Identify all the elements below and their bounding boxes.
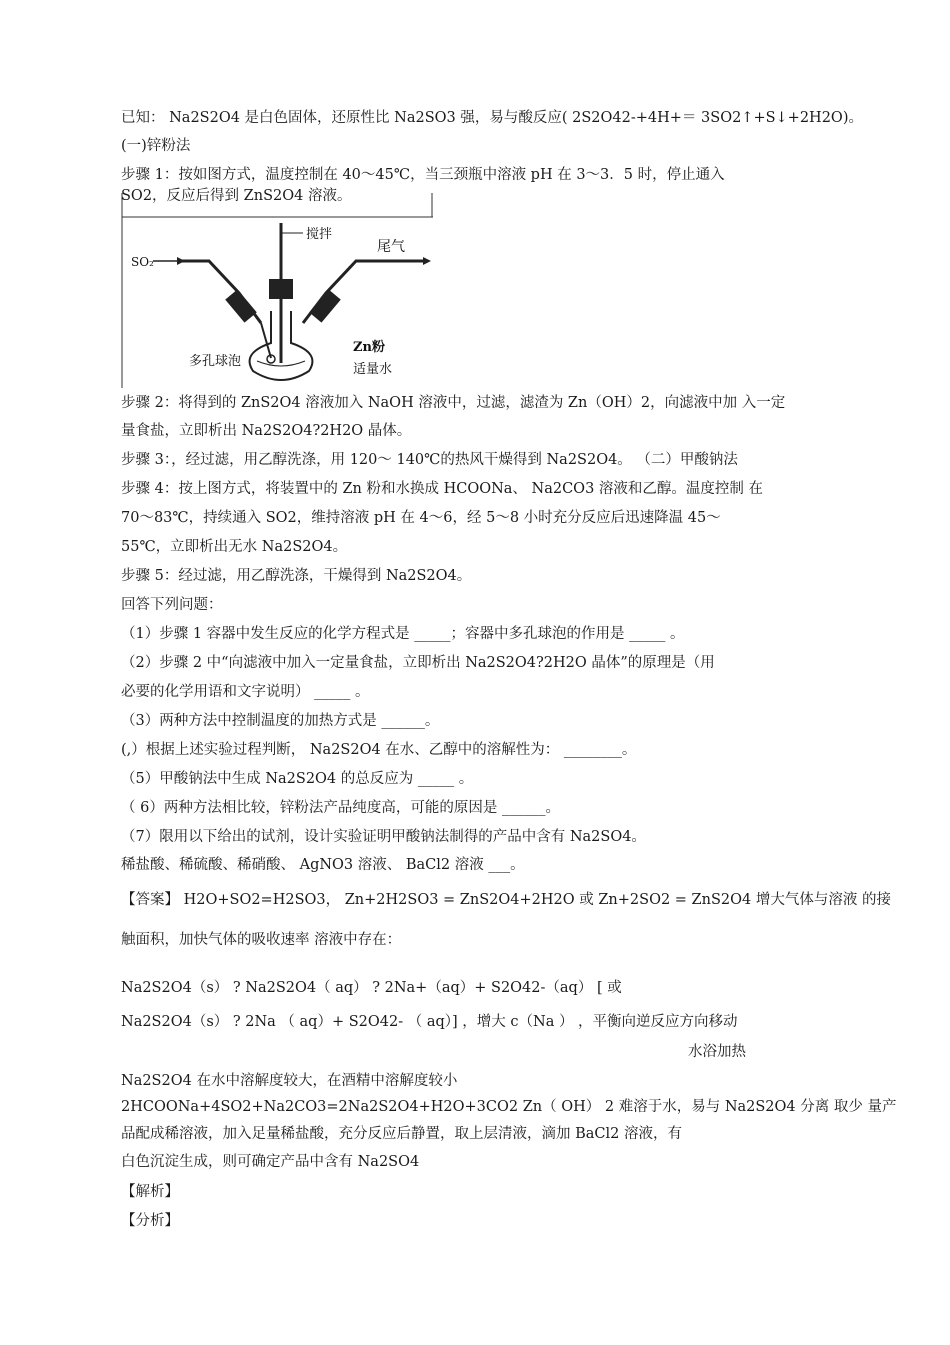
question-7: （7）限用以下给出的试剂，设计实验证明甲酸钠法制得的产品中含有 Na2SO4。 [121,829,646,845]
text-line: 已知： Na2S2O4 是白色固体，还原性比 Na2SO3 强，易与酸反应( 2S2O42-+4H+＝ 3SO2↑+S↓+2H2O)。 [121,110,863,126]
stir-label: 搅拌 [306,227,333,242]
question-1: （1）步骤 1 容器中发生反应的化学方程式是 _____；容器中多孔球泡的作用是 _____ 。 [121,626,685,642]
text-line: 触面积，加快气体的吸收速率 溶液中存在： [121,932,402,948]
text-line: 步骤 3：，经过滤，用乙醇洗涤，用 120～ 140℃的热风干燥得到 Na2S2O4。 （二）甲酸钠法 [121,452,738,468]
analysis-subheading: 【分析】 [121,1213,179,1229]
question-6: （ 6）两种方法相比较，锌粉法产品纯度高，可能的原因是 ______。 [121,800,560,816]
text-line: Na2S2O4 在水中溶解度较大，在酒精中溶解度较小 [121,1073,458,1089]
heating-method: 水浴加热 [688,1044,746,1060]
text-line: 回答下列问题： [121,597,223,613]
text-line: 步骤 4：按上图方式，将装置中的 Zn 粉和水换成 HCOONa、 Na2CO3 溶液和乙醇。温度控制 在 [121,481,764,497]
so2-inlet-label: SO₂ [131,255,154,269]
text-line: SO2，反应后得到 ZnS2O4 溶液。 [121,188,352,204]
question-3: （3）两种方法中控制温度的加热方式是 ______。 [121,713,440,729]
text-line: 步骤 1：按如图方式，温度控制在 40～45℃，当三颈瓶中溶液 pH 在 3～3．5 时，停止通入 [121,167,725,183]
text-line: 必要的化学用语和文字说明） _____ 。 [121,684,370,700]
section-title-zinc: (一)锌粉法 [121,138,191,154]
equation-line: Na2S2O4（s） ? 2Na （ aq）+ S2O42- （ aq）] ，增大 c（Na ） ，平衡向逆反应方向移动 [121,1014,738,1030]
question-2: （2）步骤 2 中“向滤液中加入一定量食盐，立即析出 Na2S2O4?2H2O 晶体”的原理是（用 [121,655,715,671]
analysis-heading: 【解析】 [121,1184,179,1200]
text-line: 步骤 2：将得到的 ZnS2O4 溶液加入 NaOH 溶液中，过滤，滤渣为 Zn（OH）2，向滤液中加 入一定 [121,395,786,411]
apparatus-diagram [121,193,433,388]
text-line: 品配成稀溶液，加入足量稀盐酸，充分反应后静置，取上层清液，滴加 BaCl2 溶液，有 [121,1126,682,1142]
text-line: 白色沉淀生成，则可确定产品中含有 Na2SO4 [121,1154,420,1170]
text-line: 量食盐，立即析出 Na2S2O4?2H2O 晶体。 [121,423,412,439]
text-line: 步骤 5：经过滤，用乙醇洗涤，干燥得到 Na2S2O4。 [121,568,472,584]
equation-line: Na2S2O4（s） ? Na2S2O4（ aq） ? 2Na+（aq）+ S2O42-（aq） [ 或 [121,980,622,996]
tail-gas-label: 尾气 [377,239,405,255]
text-line: 2HCOONa+4SO2+Na2CO3=2Na2S2O4+H2O+3CO2 Zn（ OH） 2 难溶于水，易与 Na2S2O4 分离 取少 量产 [121,1099,897,1115]
text-line: 55℃，立即析出无水 Na2S2O4。 [121,539,348,555]
bubbler-label: 多孔球泡 [189,354,242,369]
question-5: （5）甲酸钠法中生成 Na2S2O4 的总反应为 _____ 。 [121,771,474,787]
answer-line: 【答案】 H2O+SO2=H2SO3， Zn+2H2SO3 = ZnS2O4+2H2O 或 Zn+2SO2 = ZnS2O4 增大气体与溶液 的接 [121,892,891,908]
question-4: (,）根据上述实验过程判断， Na2S2O4 在水、乙醇中的溶解性为： ________。 [121,742,637,758]
text-line: 稀盐酸、稀硫酸、稀硝酸、 AgNO3 溶液、 BaCl2 溶液 ___。 [121,857,525,873]
zn-powder-label: Zn粉 [353,340,385,355]
text-line: 70～83℃，持续通入 SO2，维持溶液 pH 在 4～6，经 5～8 小时充分反应后迅速降温 45～ [121,510,721,526]
water-label: 适量水 [353,362,393,377]
